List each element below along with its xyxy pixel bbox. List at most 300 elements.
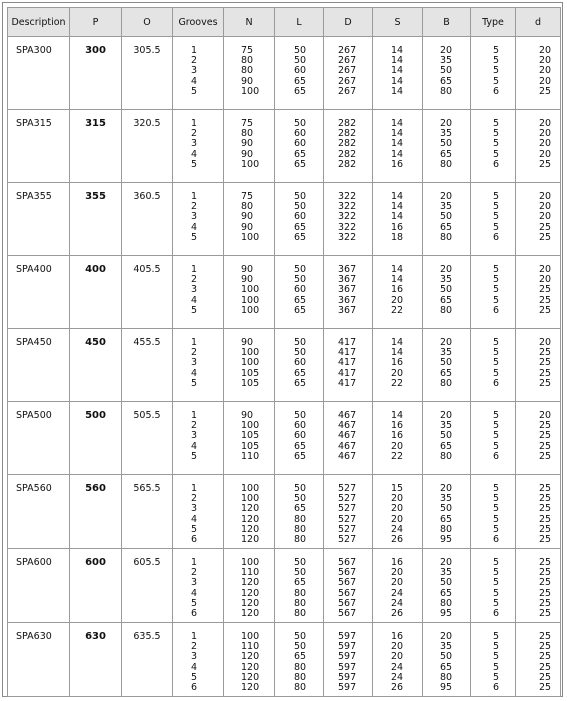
cell-value: 20 (440, 337, 453, 348)
header-row (8, 8, 561, 37)
cell-p: 630 (70, 623, 122, 697)
cell-value: 65 (440, 75, 453, 87)
cell-value: 65 (294, 294, 307, 306)
cell-n-values (224, 338, 274, 389)
cell-n (224, 329, 275, 402)
cell-grooves (173, 256, 224, 329)
cell-value: 6 (493, 534, 500, 546)
cell-value: 25 (539, 641, 552, 653)
cell-value: 95 (440, 534, 453, 546)
cell-value: 5 (493, 587, 500, 599)
table-row (8, 256, 561, 329)
cell-d-lower-values (516, 558, 560, 619)
cell-value: 2 (191, 567, 198, 579)
cell-value: 50 (294, 493, 307, 505)
cell-type-values (471, 46, 515, 97)
pulley-spec-table (7, 7, 561, 697)
cell-value: 527 (338, 523, 357, 535)
cell-value: 25 (539, 284, 552, 296)
cell-value: 65 (294, 377, 307, 389)
cell-value: 65 (294, 440, 307, 452)
cell-value: 467 (338, 420, 357, 432)
cell-value: 1 (191, 557, 198, 568)
cell-grooves (173, 110, 224, 183)
cell-value: 20 (539, 128, 552, 140)
cell-value: 25 (539, 567, 552, 579)
table-row (8, 549, 561, 623)
cell-value: 16 (391, 430, 404, 442)
cell-d-lower (516, 256, 561, 329)
cell-value: 20 (391, 651, 404, 663)
cell-type (471, 329, 516, 402)
cell-b (423, 110, 471, 183)
cell-value: 50 (440, 577, 453, 589)
cell-value: 75 (241, 118, 254, 129)
cell-grooves (173, 623, 224, 697)
cell-value: 100 (241, 631, 260, 642)
cell-value: 5 (191, 85, 198, 97)
cell-d-upper (324, 475, 373, 549)
cell-value: 6 (493, 608, 500, 620)
cell-grooves-values (173, 192, 223, 243)
cell-value: 50 (294, 641, 307, 653)
cell-value: 65 (294, 148, 307, 160)
cell-value: 90 (241, 274, 254, 286)
cell-l (275, 475, 324, 549)
cell-n (224, 37, 275, 110)
cell-value: 5 (493, 430, 500, 442)
cell-value: 100 (241, 347, 260, 359)
cell-value: 25 (539, 608, 552, 620)
cell-value: 14 (391, 45, 404, 56)
cell-grooves (173, 37, 224, 110)
cell-value: 6 (493, 158, 500, 170)
cell-value: 6 (191, 608, 198, 620)
cell-value: 25 (539, 523, 552, 535)
cell-o: 405.5 (122, 256, 173, 329)
cell-value: 3 (191, 430, 198, 442)
cell-value: 6 (493, 450, 500, 462)
cell-value: 100 (241, 420, 260, 432)
cell-value: 2 (191, 641, 198, 653)
cell-value: 3 (191, 651, 198, 663)
cell-s (373, 256, 423, 329)
cell-value: 267 (338, 75, 357, 87)
cell-value: 110 (241, 641, 260, 653)
col-header-n: N (224, 8, 275, 37)
cell-value: 120 (241, 651, 260, 663)
cell-value: 5 (493, 118, 500, 129)
cell-type-values (471, 411, 515, 462)
cell-value: 567 (338, 577, 357, 589)
cell-value: 60 (294, 357, 307, 369)
cell-n-values (224, 265, 274, 316)
cell-value: 5 (493, 75, 500, 87)
cell-n-values (224, 558, 274, 619)
cell-value: 567 (338, 597, 357, 609)
cell-s-values (373, 411, 422, 462)
cell-value: 120 (241, 503, 260, 515)
cell-value: 14 (391, 75, 404, 87)
cell-d-lower (516, 402, 561, 475)
cell-o: 360.5 (122, 183, 173, 256)
cell-type-values (471, 632, 515, 693)
cell-value: 567 (338, 557, 357, 568)
cell-value: 567 (338, 608, 357, 620)
cell-value: 267 (338, 45, 357, 56)
cell-value: 65 (294, 577, 307, 589)
cell-description: SPA630 (8, 623, 70, 697)
cell-b-values (423, 265, 470, 316)
cell-o: 565.5 (122, 475, 173, 549)
cell-d-upper-values (324, 558, 372, 619)
cell-l-values (275, 484, 323, 545)
cell-value: 5 (493, 597, 500, 609)
cell-value: 367 (338, 274, 357, 286)
cell-value: 14 (391, 347, 404, 359)
cell-s-values (373, 338, 422, 389)
cell-value: 5 (191, 671, 198, 683)
cell-s-values (373, 632, 422, 693)
cell-value: 3 (191, 284, 198, 296)
cell-value: 16 (391, 221, 404, 233)
cell-value: 25 (539, 294, 552, 306)
cell-value: 22 (391, 450, 404, 462)
cell-grooves (173, 549, 224, 623)
cell-d-upper-values (324, 46, 372, 97)
cell-value: 25 (539, 420, 552, 432)
cell-value: 6 (493, 85, 500, 97)
cell-value: 25 (539, 450, 552, 462)
cell-value: 120 (241, 682, 260, 694)
cell-d-upper (324, 329, 373, 402)
cell-value: 20 (539, 201, 552, 213)
cell-d-upper-values (324, 265, 372, 316)
col-header-description: Description (8, 8, 70, 37)
cell-value: 50 (294, 45, 307, 56)
cell-value: 22 (391, 377, 404, 389)
cell-value: 367 (338, 294, 357, 306)
cell-value: 22 (391, 304, 404, 316)
cell-s-values (373, 265, 422, 316)
cell-value: 65 (294, 231, 307, 243)
cell-b-values (423, 119, 470, 170)
cell-s (373, 402, 423, 475)
cell-o: 605.5 (122, 549, 173, 623)
cell-d-upper (324, 402, 373, 475)
cell-b-values (423, 484, 470, 545)
col-header-l: L (275, 8, 324, 37)
cell-grooves-values (173, 484, 223, 545)
cell-value: 367 (338, 304, 357, 316)
cell-value: 50 (440, 65, 453, 77)
cell-value: 80 (241, 128, 254, 140)
cell-type-values (471, 558, 515, 619)
cell-value: 1 (191, 118, 198, 129)
cell-b-values (423, 46, 470, 97)
cell-value: 6 (493, 682, 500, 694)
cell-value: 5 (493, 347, 500, 359)
cell-value: 65 (440, 221, 453, 233)
cell-value: 20 (440, 264, 453, 275)
cell-value: 322 (338, 191, 357, 202)
cell-value: 5 (191, 158, 198, 170)
cell-value: 80 (294, 534, 307, 546)
cell-value: 65 (440, 294, 453, 306)
cell-b (423, 37, 471, 110)
cell-value: 50 (294, 201, 307, 213)
cell-value: 14 (391, 274, 404, 286)
cell-value: 80 (294, 608, 307, 620)
cell-type (471, 402, 516, 475)
cell-value: 2 (191, 347, 198, 359)
cell-value: 26 (391, 534, 404, 546)
cell-value: 14 (391, 211, 404, 223)
cell-d-lower (516, 183, 561, 256)
cell-value: 50 (294, 567, 307, 579)
cell-p: 315 (70, 110, 122, 183)
cell-value: 20 (539, 138, 552, 150)
cell-d-upper (324, 623, 373, 697)
cell-value: 20 (440, 410, 453, 421)
cell-value: 5 (493, 55, 500, 67)
cell-value: 80 (241, 65, 254, 77)
cell-b (423, 329, 471, 402)
cell-value: 417 (338, 337, 357, 348)
cell-d-lower (516, 475, 561, 549)
cell-value: 322 (338, 201, 357, 213)
cell-b-values (423, 411, 470, 462)
cell-value: 90 (241, 75, 254, 87)
cell-l-values (275, 558, 323, 619)
cell-n-values (224, 119, 274, 170)
cell-value: 6 (493, 304, 500, 316)
cell-value: 4 (191, 367, 198, 379)
cell-grooves-values (173, 338, 223, 389)
cell-value: 5 (493, 493, 500, 505)
cell-value: 25 (539, 158, 552, 170)
cell-value: 20 (440, 118, 453, 129)
cell-value: 5 (493, 65, 500, 77)
cell-value: 60 (294, 128, 307, 140)
cell-value: 20 (539, 75, 552, 87)
cell-value: 25 (539, 440, 552, 452)
cell-value: 25 (539, 347, 552, 359)
cell-value: 597 (338, 661, 357, 673)
cell-value: 20 (440, 557, 453, 568)
cell-d-lower-values (516, 119, 560, 170)
cell-value: 50 (440, 211, 453, 223)
cell-value: 417 (338, 347, 357, 359)
cell-value: 527 (338, 513, 357, 525)
cell-value: 5 (493, 211, 500, 223)
cell-value: 20 (539, 65, 552, 77)
cell-type (471, 110, 516, 183)
cell-value: 25 (539, 661, 552, 673)
cell-grooves-values (173, 265, 223, 316)
cell-value: 367 (338, 264, 357, 275)
cell-value: 50 (440, 503, 453, 515)
cell-value: 50 (440, 284, 453, 296)
cell-b (423, 402, 471, 475)
cell-value: 2 (191, 274, 198, 286)
cell-value: 100 (241, 231, 260, 243)
cell-value: 25 (539, 671, 552, 683)
cell-value: 60 (294, 430, 307, 442)
cell-value: 5 (493, 513, 500, 525)
cell-type (471, 37, 516, 110)
cell-value: 75 (241, 45, 254, 56)
cell-value: 25 (539, 430, 552, 442)
cell-d-lower-values (516, 192, 560, 243)
cell-value: 35 (440, 567, 453, 579)
cell-value: 5 (493, 201, 500, 213)
col-header-s: S (373, 8, 423, 37)
cell-value: 60 (294, 284, 307, 296)
cell-value: 5 (191, 377, 198, 389)
cell-value: 20 (391, 367, 404, 379)
cell-n-values (224, 192, 274, 243)
cell-d-lower-values (516, 265, 560, 316)
cell-value: 25 (539, 534, 552, 546)
cell-value: 90 (241, 264, 254, 275)
cell-s (373, 329, 423, 402)
cell-value: 6 (191, 534, 198, 546)
cell-value: 567 (338, 567, 357, 579)
cell-value: 5 (493, 274, 500, 286)
cell-type (471, 256, 516, 329)
cell-value: 267 (338, 55, 357, 67)
cell-value: 5 (493, 420, 500, 432)
cell-l-values (275, 119, 323, 170)
cell-value: 20 (391, 294, 404, 306)
cell-value: 16 (391, 631, 404, 642)
cell-l-values (275, 192, 323, 243)
cell-value: 35 (440, 347, 453, 359)
cell-value: 95 (440, 682, 453, 694)
cell-value: 20 (539, 337, 552, 348)
cell-grooves (173, 329, 224, 402)
cell-value: 24 (391, 523, 404, 535)
cell-value: 282 (338, 158, 357, 170)
cell-value: 80 (294, 587, 307, 599)
cell-value: 1 (191, 337, 198, 348)
cell-l (275, 37, 324, 110)
cell-value: 20 (391, 577, 404, 589)
table-row (8, 183, 561, 256)
cell-value: 20 (391, 513, 404, 525)
cell-value: 50 (294, 118, 307, 129)
cell-value: 35 (440, 55, 453, 67)
cell-value: 50 (294, 347, 307, 359)
cell-grooves-values (173, 119, 223, 170)
cell-value: 80 (440, 158, 453, 170)
cell-value: 417 (338, 357, 357, 369)
cell-value: 5 (493, 523, 500, 535)
cell-value: 100 (241, 357, 260, 369)
cell-value: 35 (440, 274, 453, 286)
col-header-o: O (122, 8, 173, 37)
cell-d-upper (324, 183, 373, 256)
cell-value: 597 (338, 651, 357, 663)
cell-value: 25 (539, 557, 552, 568)
col-header-d-upper: D (324, 8, 373, 37)
cell-value: 20 (391, 641, 404, 653)
cell-value: 120 (241, 661, 260, 673)
cell-s-values (373, 119, 422, 170)
cell-value: 282 (338, 138, 357, 150)
cell-n (224, 402, 275, 475)
cell-s (373, 110, 423, 183)
cell-value: 25 (539, 503, 552, 515)
cell-l (275, 110, 324, 183)
cell-value: 467 (338, 440, 357, 452)
cell-grooves-values (173, 411, 223, 462)
col-header-p: P (70, 8, 122, 37)
cell-value: 3 (191, 211, 198, 223)
cell-value: 80 (440, 523, 453, 535)
cell-value: 120 (241, 587, 260, 599)
cell-grooves-values (173, 46, 223, 97)
cell-value: 50 (294, 191, 307, 202)
cell-value: 20 (440, 631, 453, 642)
cell-value: 5 (493, 671, 500, 683)
cell-value: 5 (493, 631, 500, 642)
cell-value: 4 (191, 75, 198, 87)
cell-s-values (373, 484, 422, 545)
cell-value: 110 (241, 450, 260, 462)
cell-value: 24 (391, 597, 404, 609)
cell-value: 467 (338, 450, 357, 462)
cell-grooves (173, 475, 224, 549)
cell-value: 80 (294, 661, 307, 673)
cell-value: 6 (493, 377, 500, 389)
cell-value: 25 (539, 577, 552, 589)
cell-value: 322 (338, 211, 357, 223)
cell-value: 5 (493, 567, 500, 579)
cell-l (275, 256, 324, 329)
cell-n (224, 623, 275, 697)
cell-value: 25 (539, 231, 552, 243)
cell-d-upper (324, 549, 373, 623)
cell-value: 105 (241, 440, 260, 452)
table-row (8, 402, 561, 475)
cell-value: 5 (493, 503, 500, 515)
cell-b-values (423, 338, 470, 389)
cell-value: 20 (539, 410, 552, 421)
cell-description: SPA300 (8, 37, 70, 110)
cell-value: 2 (191, 201, 198, 213)
cell-value: 50 (294, 55, 307, 67)
cell-value: 16 (391, 557, 404, 568)
cell-value: 120 (241, 597, 260, 609)
cell-value: 26 (391, 682, 404, 694)
cell-l (275, 183, 324, 256)
cell-d-upper-values (324, 411, 372, 462)
cell-value: 267 (338, 65, 357, 77)
cell-value: 25 (539, 221, 552, 233)
cell-value: 267 (338, 85, 357, 97)
cell-value: 5 (493, 440, 500, 452)
cell-value: 80 (440, 597, 453, 609)
cell-value: 80 (294, 597, 307, 609)
cell-d-lower-values (516, 338, 560, 389)
cell-value: 16 (391, 357, 404, 369)
cell-n (224, 549, 275, 623)
cell-value: 1 (191, 410, 198, 421)
cell-value: 5 (493, 45, 500, 56)
cell-type (471, 549, 516, 623)
